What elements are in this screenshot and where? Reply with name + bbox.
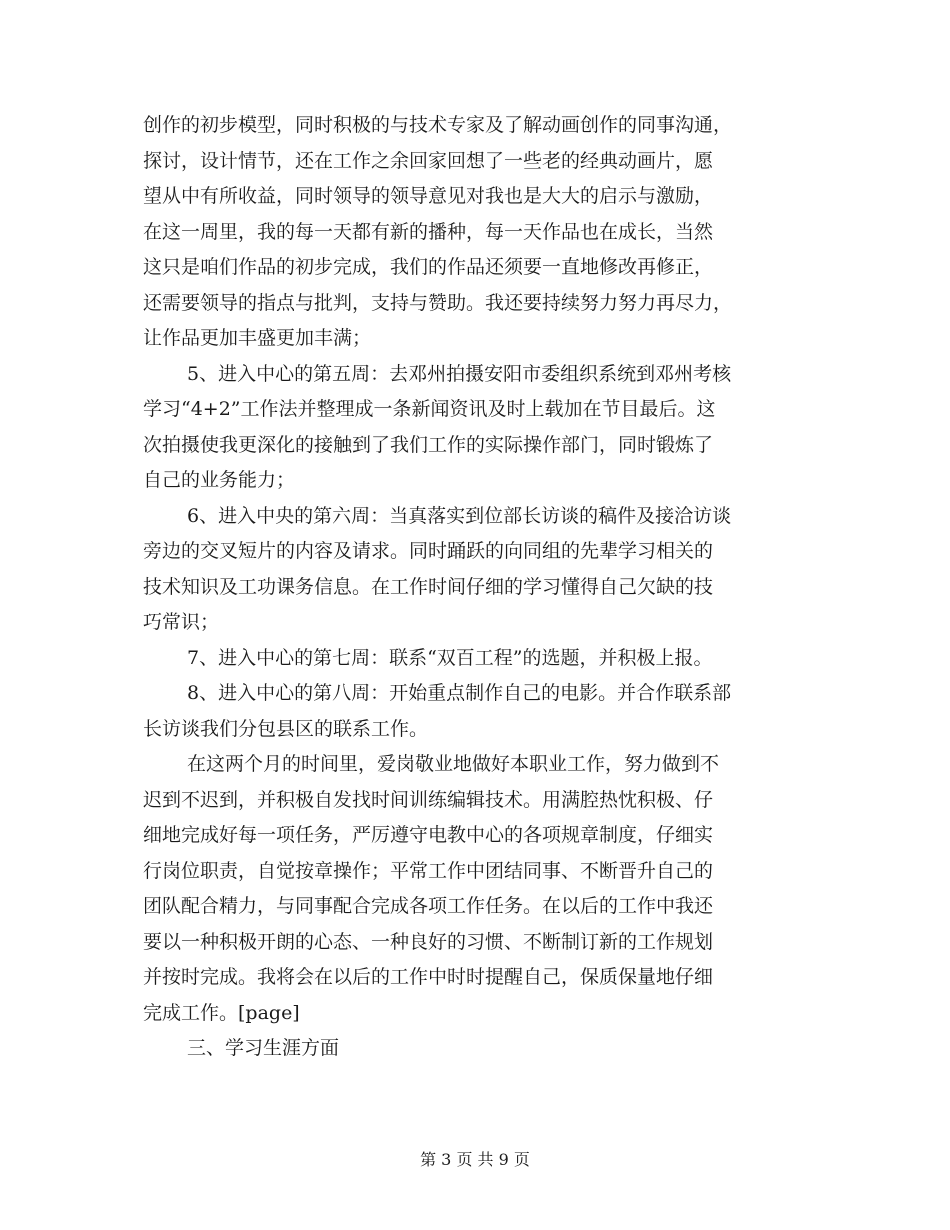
text-line: 创作的初步模型，同时积极的与技术专家及了解动画创作的同事沟通， [143,114,733,136]
text-line: 并按时完成。我将会在以后的工作中时时提醒自己，保质保量地仔细 [143,966,714,988]
text-line: 还需要领导的指点与批判，支持与赞助。我还要持续努力努力再尽力， [143,291,733,314]
text-line: 在这一周里，我的每一天都有新的播种，每一天作品也在成长，当然 [143,220,714,243]
text-line: 这只是咱们作品的初步完成，我们的作品还须要一直地修改再修正， [143,256,714,278]
document-body [143,108,813,1067]
text-line: 次拍摄使我更深化的接触到了我们工作的实际操作部门，同时锻炼了 [143,433,714,456]
text-line: 团队配合精力，与同事配合完成各项工作任务。在以后的工作中我还 [143,895,714,917]
text-line: 细地完成好每一项任务，严厉遵守电教中心的各项规章制度，仔细实 [143,824,714,846]
text-line: 7、进入中心的第七周：联系“双百工程”的选题，并积极上报。 [187,646,713,669]
text-line: 6、进入中央的第六周：当真落实到位部长访谈的稿件及接洽访谈 [187,504,732,527]
text-line: 行岗位职责，自觉按章操作；平常工作中团结同事、不断晋升自己的 [143,859,714,882]
text-line: 迟到不迟到，并积极自发找时间训练编辑技术。用满腔热忱积极、仔 [143,788,714,811]
text-line: 学习“4+2”工作法并整理成一条新闻资讯及时上载加在节目最后。这 [143,398,716,420]
text-line: 望从中有所收益，同时领导的领导意见对我也是大大的启示与激励， [143,185,714,207]
text-line: 长访谈我们分包县区的联系工作。 [143,717,429,740]
text-line: 三、学习生涯方面 [187,1037,340,1059]
text-line: 自己的业务能力； [143,469,296,491]
text-line: 巧常识； [143,611,220,633]
text-line: 在这两个月的时间里，爱岗敬业地做好本职业工作，努力做到不 [187,753,720,775]
text-line: 5、进入中心的第五周：去邓州拍摄安阳市委组织系统到邓州考核 [187,362,732,385]
page-footer: 第 3 页 共 9 页 [420,1150,530,1169]
text-line: 完成工作。[page] [143,1001,300,1024]
text-line: 探讨，设计情节，还在工作之余回家回想了一些老的经典动画片，愿 [143,149,714,172]
text-line: 要以一种积极开朗的心态、一种良好的习惯、不断制订新的工作规划 [143,930,714,953]
text-line: 让作品更加丰盛更加丰满； [143,327,372,349]
text-line: 技术知识及工功课务信息。在工作时间仔细的学习懂得自己欠缺的技 [143,575,714,598]
text-line: 8、进入中心的第八周：开始重点制作自己的电影。并合作联系部 [187,682,732,704]
text-line: 旁边的交叉短片的内容及请求。同时踊跃的向同组的先辈学习相关的 [143,540,714,562]
